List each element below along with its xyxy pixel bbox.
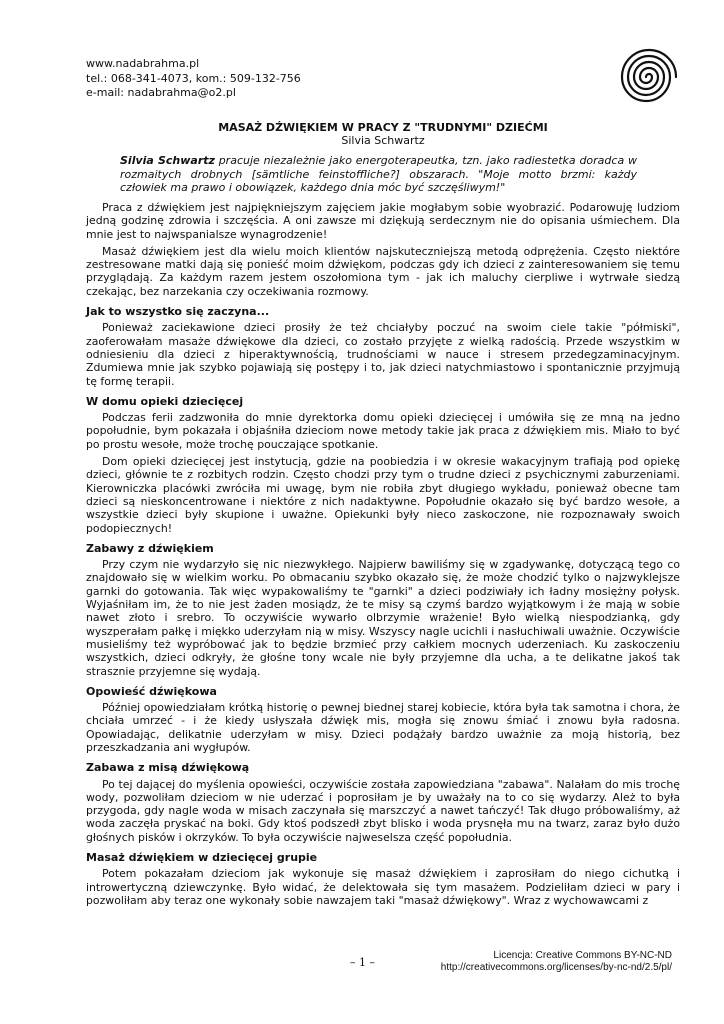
intro-text: pracuje niezależnie jako energoterapeutka, tzn. jako radiestetka doradca w rozmaitych drobnych [sämtliche feinstoffliche?] obszarach. "Moje motto brzmi: każdy człowiek ma prawo i obowiązek, każdego dnia móc być szczęśliwym!" <box>120 154 637 195</box>
paragraph: Potem pokazałam dzieciom jak wykonuje się masaż dźwiękiem i zaprosiłam do niego cichutką i introwertyczną dziewczynkę. Było widać, że delektowała się tym masażem. Podzieliłam dzieci w pary i pozwoliłam aby teraz one wykonały sobie nawzajem taki "masaż dźwiękowy". Wraz z wychowawcami z <box>86 867 680 907</box>
section-heading: Zabawa z misą dźwiękową <box>86 761 250 775</box>
paragraph: Podczas ferii zadzwoniła do mnie dyrektorka domu opieki dziecięcej i umówiła się ze mną na jedno popołudnie, bym pokazała i objaśniła dzieciom nowe metody takie jak praca z dźwiękiem mis. Miało to być po prostu wesołe, może trochę pouczające spotkanie. <box>86 411 680 451</box>
paragraph: Później opowiedziałam krótką historię o pewnej biednej starej kobiecie, która była tak samotna i chora, że chciała umrzeć - i że kiedy usłyszała dźwięk mis, mogła się znowu śmiać i znowu była radosna. Opowiadając, delikatnie uderzyłam w misy. Dzieci podążały bardzo uważnie za moją historią, bez przeszkadzania ani wygłupów. <box>86 701 680 754</box>
section-heading: Masaż dźwiękiem w dziecięcej grupie <box>86 851 318 865</box>
author-intro <box>120 154 637 195</box>
section-heading: Opowieść dźwiękowa <box>86 684 217 698</box>
paragraph: Praca z dźwiękiem jest najpiękniejszym zajęciem jakie mogłabym sobie wyobrazić. Podarowuję ludziom jedną godzinę zdrowia i szczęścia. A oni zawsze mi dziękują serdecznym nie do opisania uśmiechem. Dla mnie jest to najwspanialsze wynagrodzenie! <box>86 201 680 241</box>
paragraph: Przy czym nie wydarzyło się nic niezwykłego. Najpierw bawiliśmy się w zgadywankę, dotyczącą tego co znajdowało się w wielkim worku. Po obmacaniu szybko okazało się, że może chodzić tylko o najzwyklejsze garnki do gotowania. Tak więc wypakowaliśmy te "garnki" a dzieci podziwiały ich ładny mosiężny połysk. Wyjaśniłam im, że to nie jest żaden mosiądz, że te misy są czymś bardzo wyjątkowym i że mają w sobie nawet złoto i srebro. To oczywiście wywarło olbrzymie wrażenie! Było wielką niespodzianką, gdy wyszperałam pałkę i miękko uderzyłam nią w misy. Wszyscy nagle ucichli i nasłuchiwali uważnie. Oczywiście musieliśmy też wypróbować jak to będzie brzmieć przy całkiem mocnych uderzeniach. Ku zaskoczeniu wszystkich, dzieci odkryły, że głośne tony wcale nie były przyjemne dla ucha, a te delikatne jakoś tak strasznie przyjemne się wydają. <box>86 558 680 678</box>
email-line[interactable]: e-mail: nadabrahma@o2.pl <box>86 86 236 99</box>
paragraph: Masaż dźwiękiem jest dla wielu moich klientów najskuteczniejszą metodą odprężenia. Często niektóre zestresowane matki dają się ponieść moim dźwiękom, podczas gdy ich dzieci z zainteresowaniem się temu przyglądają. Za każdym razem jestem oszołomiona tym - jak ich maluchy cierpliwe i wytrwałe siedzą czekając, bez narzekania czy oczekiwania rozmowy. <box>86 244 680 298</box>
intro-author-name: Silvia Schwartz <box>120 154 215 167</box>
section-heading: Jak to wszystko się zaczyna... <box>86 305 270 319</box>
phone-line: tel.: 068-341-4073, kom.: 509-132-756 <box>86 71 301 85</box>
paragraph: Ponieważ zaciekawione dzieci prosiły że też chciałyby poczuć na swoim ciele takie "półmiski", zaoferowałam masaże dźwiękowe dla dzieci, co zostało przyjęte z wielką radością. Przede wszystkim w odniesieniu dla dzieci z hiperaktywnością, trudnościami w nauce i stresem przedegzaminacyjnym. Zdumiewa mnie jak szybko pojawiają się postępy i to, jak dzieci natychmiastowo i spontanicznie przyjmują tę formę terapii. <box>86 321 680 388</box>
page-number: – 1 – <box>350 956 375 969</box>
paragraph: Dom opieki dziecięcej jest instytucją, gdzie na poobiedzia i w okresie wakacyjnym trafiają pod opiekę dzieci, głównie te z rozbitych rodzin. Często chodzi przy tym o trudne dzieci z psychicznymi zaburzeniami. Kierowniczka placówki zwróciła mi uwagę, bym nie robiła zbyt długiego wykładu, ponieważ obecne tam dzieci są nieskoncentrowane i niektóre z nich nadaktywne. Popołudnie okazało się być bardzo wesołe, a wszystkie dzieci były skupione i uważne. Opiekunki były nieco zaskoczone, nie rozpoznawały swoich podopiecznych! <box>86 455 680 535</box>
section-heading: W domu opieki dziecięcej <box>86 394 244 408</box>
spiral-logo-icon <box>618 46 680 108</box>
document-author: Silvia Schwartz <box>341 134 425 147</box>
license-name: Licencja: Creative Commons BY-NC-ND <box>493 950 672 961</box>
website-link[interactable]: www.nadabrahma.pl <box>86 57 200 70</box>
paragraph: Po tej dającej do myślenia opowieści, oczywiście została zapowiedziana "zabawa". Nalałam do mis trochę wody, pozwoliłam dzieciom w nie uderzać i poprosiłam je by uważały na to co się wydarzy. Ależ to była przygoda, gdy nagle woda w misach zaczynała się marszczyć a nawet tańczyć! Tak długo próbowaliśmy, aż woda zaczęła pryskać na boki. Gdy ktoś podszedł zbyt blisko i woda prysnęła mu na twarz, zaraz było dużo głośnych pisków i okrzyków. To była oczywiście najweselsza część popołudnia. <box>86 777 680 844</box>
license-note <box>441 950 672 974</box>
license-link[interactable]: http://creativecommons.org/licenses/by-nc-nd/2.5/pl/ <box>440 962 672 973</box>
document-title: MASAŻ DŹWIĘKIEM W PRACY Z "TRUDNYMI" DZIEĆMI <box>218 121 548 134</box>
document-body <box>86 201 680 911</box>
contact-block <box>86 57 301 101</box>
section-heading: Zabawy z dźwiękiem <box>86 541 214 555</box>
